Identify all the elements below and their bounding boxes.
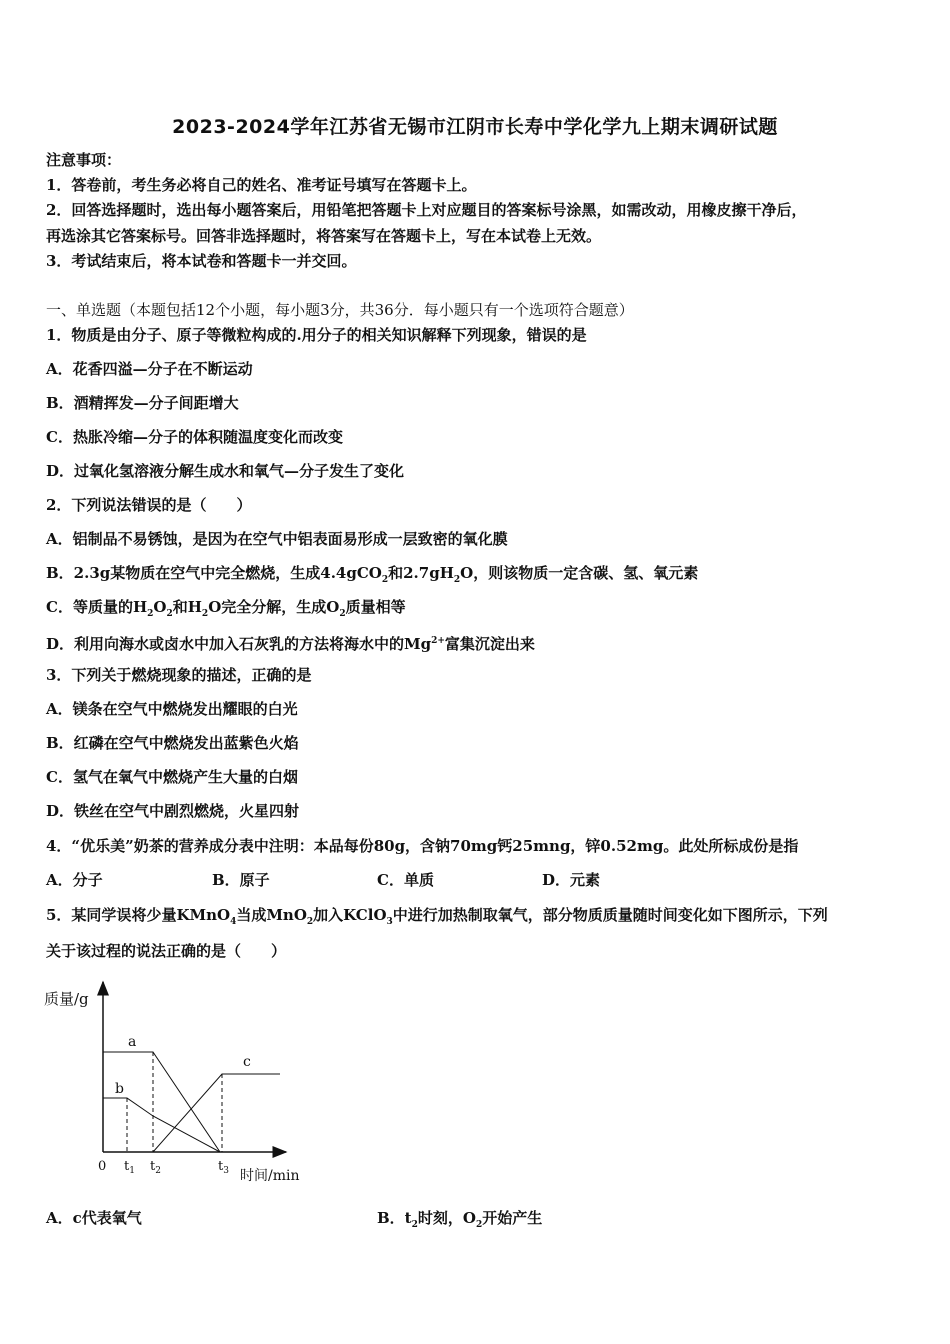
curve-a: [103, 1052, 220, 1152]
section-heading: 一、单选题（本题包括12个小题，每小题3分，共36分．每小题只有一个选项符合题意）: [46, 301, 634, 319]
q2-stem: 2．下列说法错误的是（ ）: [46, 496, 252, 514]
q4-option-d: D．元素: [542, 871, 601, 889]
q4-option-a: A．分子: [46, 871, 103, 889]
q1-stem: 1．物质是由分子、原子等微粒构成的.用分子的相关知识解释下列现象，错误的是: [46, 326, 587, 344]
q5-option-a: A．c代表氧气: [46, 1209, 142, 1227]
q4-option-c: C．单质: [377, 871, 434, 889]
q4-stem: 4．“优乐美”奶茶的营养成分表中注明：本品每份80g，含钠70mg钙25mng，锌0.52mg。此处所标成份是指: [46, 837, 799, 855]
x-axis-label: 时间/min: [240, 1168, 300, 1184]
q3-option-d: D．铁丝在空气中剧烈燃烧，火星四射: [46, 802, 300, 820]
q3-stem: 3．下列关于燃烧现象的描述，正确的是: [46, 666, 312, 684]
q3-option-c: C．氢气在氧气中燃烧产生大量的白烟: [46, 768, 298, 786]
t1-tick-label: $t_1$: [124, 1159, 135, 1176]
q2-option-d: D．利用向海水或卤水中加入石灰乳的方法将海水中的$Mg^{2+}$富集沉淀出来: [46, 635, 535, 653]
mass-time-graph: [40, 978, 320, 1188]
page-title: 2023-2024学年江苏省无锡市江阴市长寿中学化学九上期末调研试题: [172, 116, 778, 138]
q1-option-b: B．酒精挥发—分子间距增大: [46, 394, 239, 412]
q5-option-b: B．$t_2$时刻，$O_2$开始产生: [377, 1209, 543, 1230]
curve-a-label: a: [128, 1034, 137, 1050]
t2-tick-label: $t_2$: [150, 1159, 161, 1176]
q5-stem-continued: 关于该过程的说法正确的是（ ）: [46, 942, 287, 960]
notice-item-3: 3．考试结束后，将本试卷和答题卡一并交回。: [46, 252, 357, 270]
q2-option-c: C．等质量的$H_2O_2$和$H_2O$完全分解，生成$O_2$质量相等: [46, 598, 406, 619]
notice-item-2b: 再选涂其它答案标号。回答非选择题时，将答案写在答题卡上，写在本试卷上无效。: [46, 227, 602, 245]
q3-option-b: B．红磷在空气中燃烧发出蓝紫色火焰: [46, 734, 299, 752]
q5-stem: 5．某同学误将少量KMnO$_4$当成MnO$_2$加入KClO$_3$中进行加热制取氧气，部分物质质量随时间变化如下图所示，下列: [46, 906, 828, 927]
curve-c: [153, 1074, 280, 1152]
q1-option-d: D．过氧化氢溶液分解生成水和氧气—分子发生了变化: [46, 462, 405, 480]
q2-option-b: B．2.3g某物质在空气中完全燃烧，生成4.4gCO$_2$和$2.7gH_2O$，则该物质一定含碳、氢、氧元素: [46, 564, 699, 585]
notice-item-2a: 2．回答选择题时，选出每小题答案后，用铅笔把答题卡上对应题目的答案标号涂黑，如需改动，用橡皮擦干净后，: [46, 201, 807, 219]
notice-heading: 注意事项：: [46, 151, 122, 169]
notice-item-1: 1．答卷前，考生务必将自己的姓名、准考证号填写在答题卡上。: [46, 176, 477, 194]
q3-option-a: A．镁条在空气中燃烧发出耀眼的白光: [46, 700, 298, 718]
q1-option-c: C．热胀冷缩—分子的体积随温度变化而改变: [46, 428, 343, 446]
t3-tick-label: $t_3$: [218, 1159, 229, 1176]
y-axis-label: 质量/g: [44, 990, 89, 1008]
origin-label: 0: [98, 1159, 107, 1174]
curve-b-label: b: [115, 1081, 124, 1097]
q2-option-a: A．铝制品不易锈蚀，是因为在空气中铝表面易形成一层致密的氧化膜: [46, 530, 508, 548]
q4-option-b: B．原子: [212, 871, 270, 889]
q1-option-a: A．花香四溢—分子在不断运动: [46, 360, 253, 378]
curve-c-label: c: [243, 1054, 251, 1070]
